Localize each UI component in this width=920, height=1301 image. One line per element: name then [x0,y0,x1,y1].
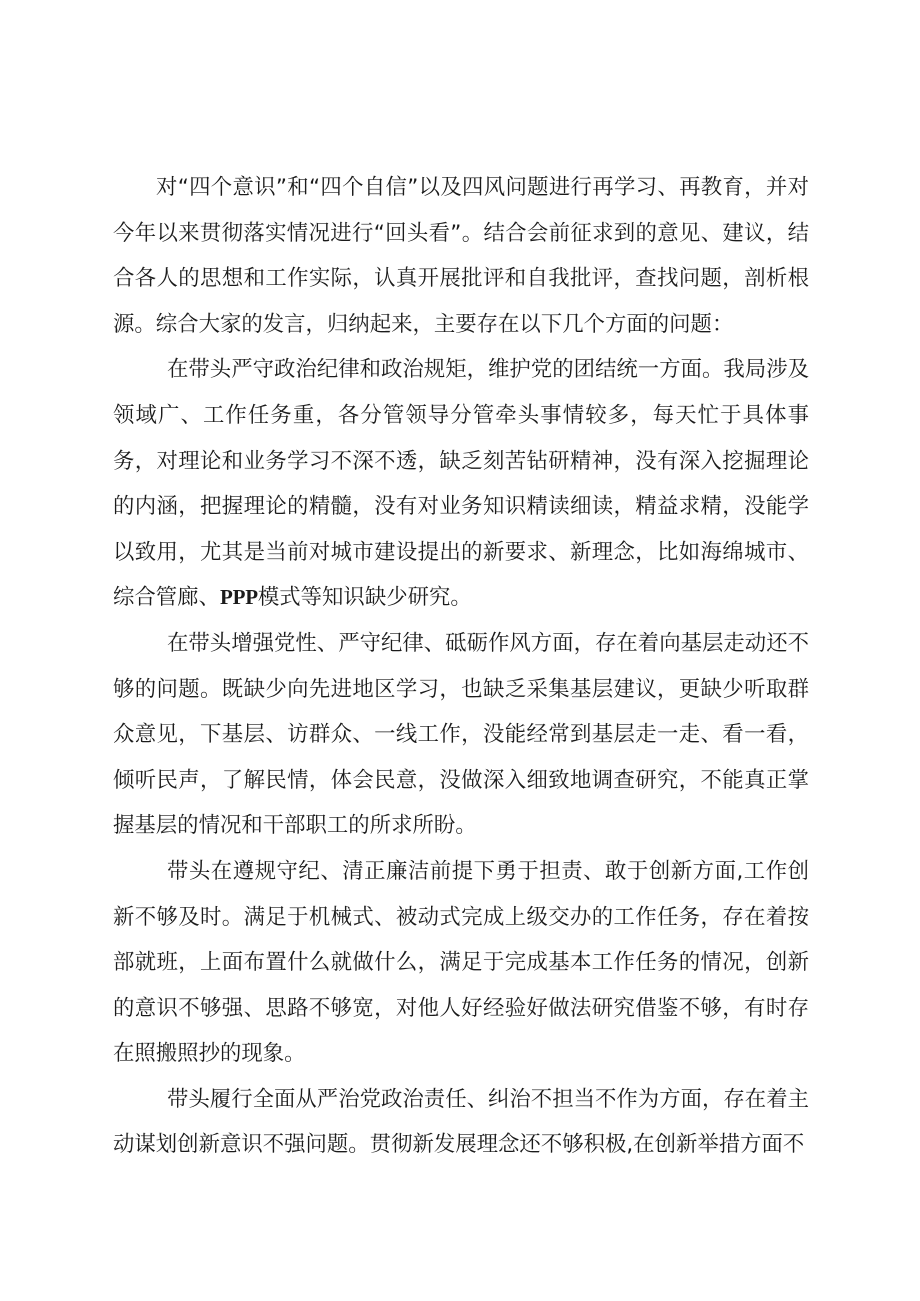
paragraph-2-text-after-latin: 模式等知识缺少研究。 [257,585,472,611]
paragraph-5: 带头履行全面从严治党政治责任、纠治不担当不作为方面，存在着主动谋划创新意识不强问题。贯彻新发展理念还不够积极,在创新举措方面不 [113,1086,809,1158]
paragraph-1: 对“四个意识”和“四个自信”以及四风问题进行再学习、再教育，并对今年以来贯彻落实情况进行“回头看”。结合会前征求到的意见、建议，结合各人的思想和工作实际，认真开展批评和自我批评，查找问题，剖析根源。综合大家的发言，归纳起来，主要存在以下几个方面的问题： [113,175,809,337]
paragraph-2-latin-acronym: PPP [219,585,258,610]
paragraph-3: 在带头增强党性、严守纪律、砥砺作风方面，存在着向基层走动还不够的问题。既缺少向先进地区学习，也缺乏采集基层建议，更缺少听取群众意见，下基层、访群众、一线工作，没能经常到基层走一走、看一看，倾听民声，了解民情，体会民意，没做深入细致地调查研究，不能真正掌握基层的情况和干部职工的所求所盼。 [113,630,809,839]
paragraph-2 [113,347,809,621]
paragraph-2-text-before-latin: 在带头严守政治纪律和政治规矩，维护党的团结统一方面。我局涉及领域广、工作任务重，各分管领导分管牵头事情较多，每天忙于具体事务，对理论和业务学习不深不透，缺乏刻苦钻研精神，没有深入挖掘理论的内涵，把握理论的精髓，没有对业务知识精读细读，精益求精，没能学以致用，尤其是当前对城市建设提出的新要求、新理念，比如海绵城市、综合管廊、 [113,357,809,611]
document-body [113,165,809,1168]
paragraph-4: 带头在遵规守纪、清正廉洁前提下勇于担责、敢于创新方面,工作创新不够及时。满足于机械式、被动式完成上级交办的工作任务，存在着按部就班，上面布置什么就做什么，满足于完成基本工作任务的情况，创新的意识不够强、思路不够宽，对他人好经验好做法研究借鉴不够，有时存在照搬照抄的现象。 [113,858,809,1067]
